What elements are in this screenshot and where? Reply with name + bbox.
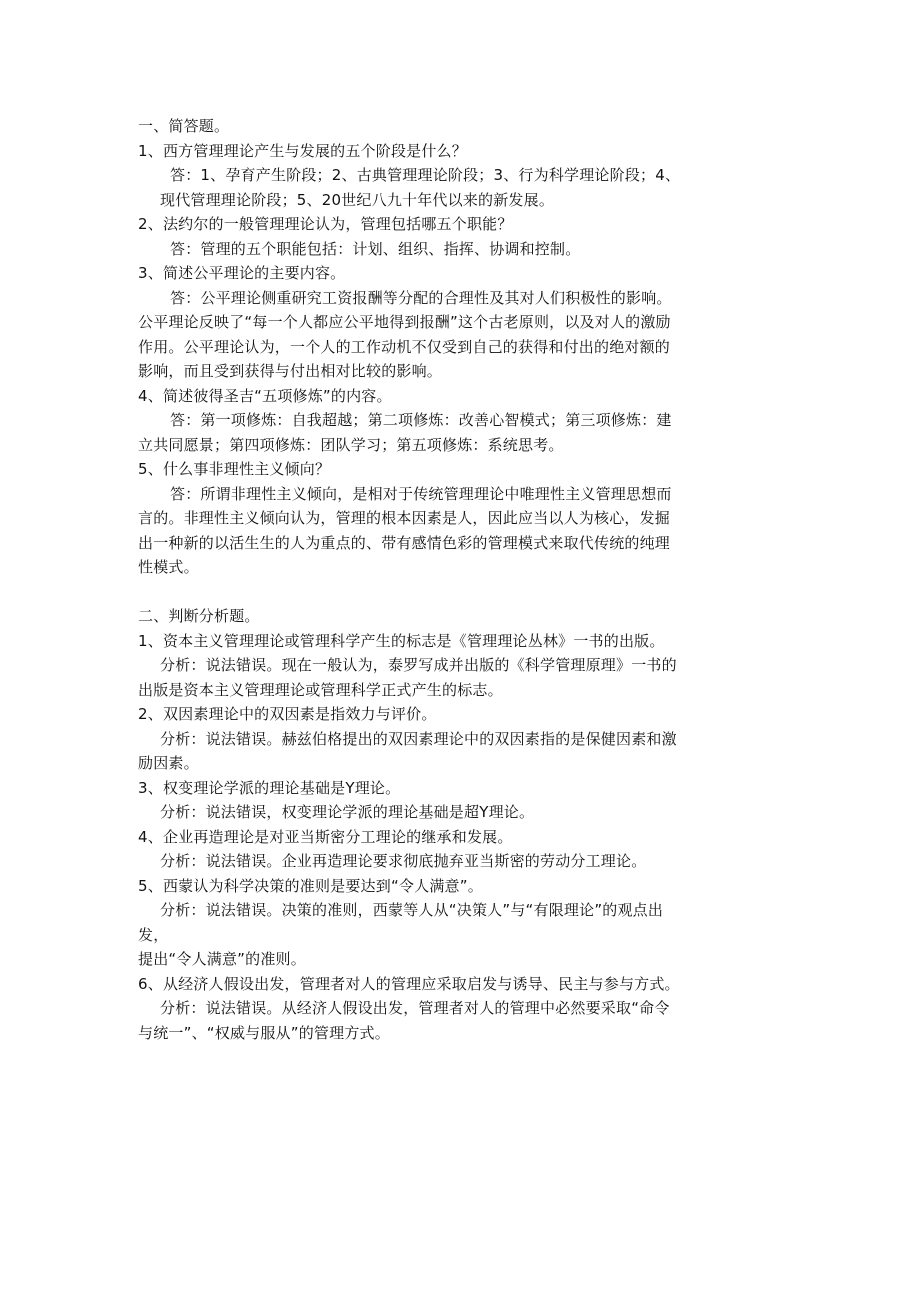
analysis-line: 提出“令人满意”的准则。 — [138, 950, 306, 968]
answer-line: 答：所谓非理性主义倾向，是相对于传统管理理论中唯理性主义管理思想而 — [170, 484, 672, 503]
answer-line: 答：公平理论侧重研究工资报酬等分配的合理性及其对人们积极性的影响。 — [170, 288, 672, 307]
question: 3、简述公平理论的主要内容。 — [138, 264, 346, 282]
question: 2、双因素理论中的双因素是指效力与评价。 — [138, 705, 437, 723]
answer-line: 作用。公平理论认为，一个人的工作动机不仅受到自己的获得和付出的绝对额的 — [138, 337, 671, 356]
analysis-line: 出版是资本主义管理理论或管理科学正式产生的标志。 — [138, 680, 503, 699]
answer-line: 影响，而且受到获得与付出相对比较的影响。 — [138, 362, 443, 380]
question: 5、西蒙认为科学决策的准则是要达到“令人满意”。 — [138, 876, 483, 895]
answer-line: 性模式。 — [138, 558, 199, 576]
question: 1、资本主义管理理论或管理科学产生的标志是《管理理论丛林》一书的出版。 — [138, 631, 665, 650]
analysis-line: 与统一”、“权威与服从”的管理方式。 — [138, 1023, 390, 1042]
answer-line: 现代管理理论阶段；5、20世纪八九十年代以来的新发展。 — [160, 190, 555, 209]
analysis-line: 分析：说法错误。企业再造理论要求彻底抛弃亚当斯密的劳动分工理论。 — [160, 852, 647, 870]
analysis-line: 分析：说法错误，权变理论学派的理论基础是超Y理论。 — [160, 803, 535, 821]
answer-line: 言的。非理性主义倾向认为，管理的根本因素是人，因此应当以人为核心，发掘 — [138, 509, 671, 527]
analysis-line: 分析：说法错误。决策的准则，西蒙等人从“决策人”与“有限理论”的观点出 — [160, 901, 664, 919]
question: 5、什么事非理性主义倾向？ — [138, 460, 331, 478]
analysis-line: 励因素。 — [138, 754, 199, 772]
question: 3、权变理论学派的理论基础是Y理论。 — [138, 778, 401, 797]
answer-line: 公平理论反映了“每一个人都应公平地得到报酬”这个古老原则，以及对人的激励 — [138, 313, 671, 331]
analysis-line: 分析：说法错误。赫兹伯格提出的双因素理论中的双因素指的是保健因素和激 — [160, 729, 677, 748]
analysis-line: 发， — [138, 925, 169, 944]
section-spacer — [138, 580, 778, 605]
answer-line: 答：第一项修炼：自我超越；第二项修炼：改善心智模式；第三项修炼：建 — [170, 411, 672, 429]
question: 6、从经济人假设出发，管理者对人的管理应采取启发与诱导、民主与参与方式。 — [138, 974, 680, 993]
document-page — [138, 114, 778, 1045]
analysis-line: 分析：说法错误。从经济人假设出发，管理者对人的管理中必然要采取“命令 — [160, 999, 670, 1017]
section-title: 二、判断分析题。 — [138, 607, 260, 625]
question: 4、简述彼得圣吉“五项修炼”的内容。 — [138, 386, 392, 405]
answer-line: 答：管理的五个职能包括：计划、组织、指挥、协调和控制。 — [170, 239, 581, 258]
answer-line: 答：1、孕育产生阶段；2、古典管理理论阶段；3、行为科学理论阶段；4、 — [170, 166, 681, 184]
question: 2、法约尔的一般管理理论认为，管理包括哪五个职能？ — [138, 215, 513, 233]
section-title: 一、简答题。 — [138, 117, 230, 135]
answer-line: 立共同愿景；第四项修炼：团队学习；第五项修炼：系统思考。 — [138, 435, 564, 454]
answer-line: 出一种新的以活生生的人为重点的、带有感情色彩的管理模式来取代传统的纯理 — [138, 533, 671, 552]
question: 4、企业再造理论是对亚当斯密分工理论的继承和发展。 — [138, 827, 513, 846]
analysis-line: 分析：说法错误。现在一般认为，泰罗写成并出版的《科学管理原理》一书的 — [160, 656, 677, 674]
question: 1、西方管理理论产生与发展的五个阶段是什么？ — [138, 141, 467, 160]
